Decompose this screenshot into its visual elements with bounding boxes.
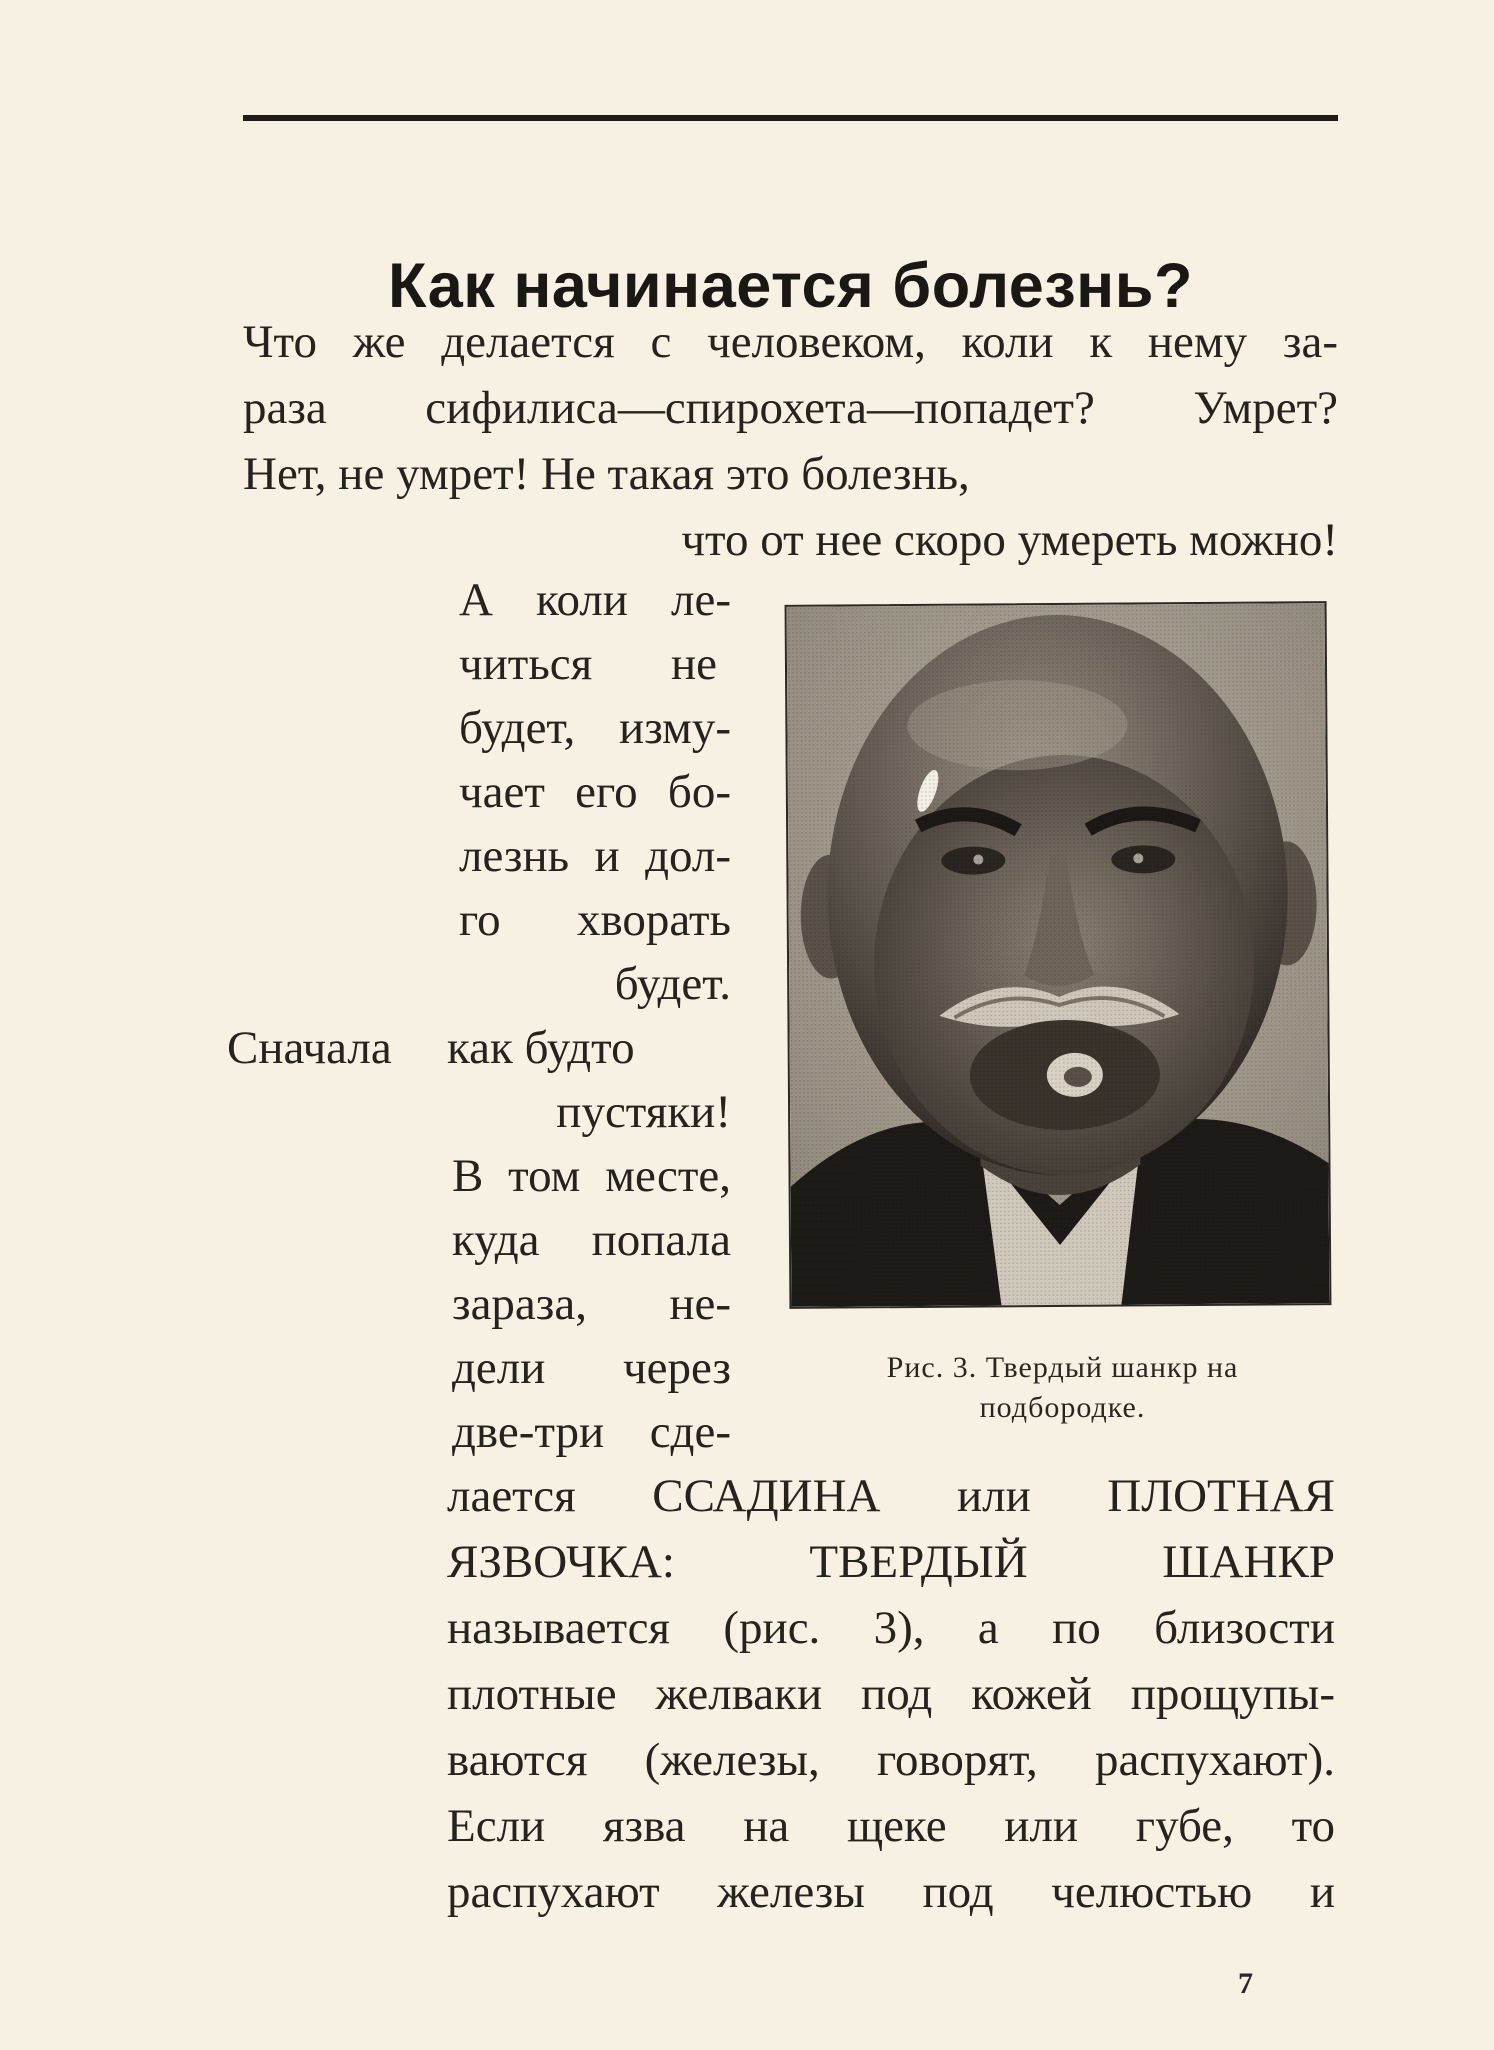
body-line: раза сифилиса—спирохета—попадет? Умрет? <box>243 382 1338 434</box>
figure-photo <box>785 601 1332 1309</box>
column-line: А коли ле- <box>459 574 731 626</box>
body-line: плотные желваки под кожей прощупы- <box>447 1668 1335 1720</box>
column-line: В том месте, <box>452 1150 731 1202</box>
column-line: лезнь и дол- <box>459 830 731 882</box>
column-line: будет, изму- <box>459 702 731 754</box>
column-line: зараза, не- <box>452 1278 731 1330</box>
caption-line: подбородке. <box>979 1391 1146 1424</box>
body-line: называется (рис. 3), а по близости <box>447 1602 1335 1654</box>
page-title: Как начинается болезнь? <box>388 251 1193 322</box>
body-line: Если язва на щеке или губе, то <box>447 1800 1335 1852</box>
column-line: будет. <box>614 958 731 1010</box>
column-line: го хворать <box>459 894 731 946</box>
margin-word: Сначала <box>227 1022 392 1074</box>
column-line: читься не <box>459 638 717 690</box>
column-line: куда попала <box>452 1214 731 1266</box>
column-line: две-три сде- <box>452 1406 731 1458</box>
column-line: дели через <box>452 1342 731 1394</box>
body-line: Нет, не умрет! Не такая это болезнь, <box>243 448 970 500</box>
body-line: ЯЗВОЧКА: ТВЕРДЫЙ ШАНКР <box>447 1536 1335 1588</box>
column-line: как будто <box>447 1022 635 1074</box>
portrait-photo <box>787 603 1330 1307</box>
column-line: пустяки! <box>556 1086 731 1138</box>
caption-line: Рис. 3. Твердый шанкр на <box>886 1351 1239 1384</box>
body-line: Что же делается с человеком, коли к нему за- <box>243 316 1338 368</box>
body-line: что от нее скоро умереть можно! <box>681 514 1338 566</box>
column-line: чает его бо- <box>459 766 731 818</box>
body-line: лается ССАДИНА или ПЛОТНАЯ <box>447 1470 1335 1522</box>
top-rule <box>243 115 1338 121</box>
page-number: 7 <box>1238 1967 1253 2000</box>
body-line: распухают железы под челюстью и <box>447 1866 1335 1918</box>
figure-caption <box>790 1348 1335 1428</box>
body-line: ваются (железы, говорят, распухают). <box>447 1734 1335 1786</box>
